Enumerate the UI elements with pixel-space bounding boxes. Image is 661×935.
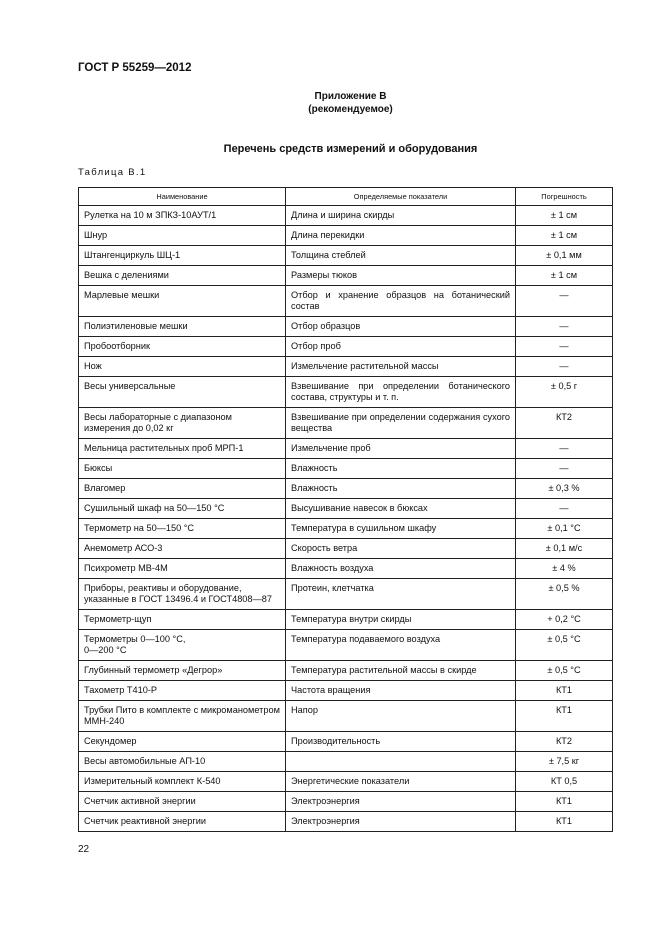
cell-error: —: [516, 439, 613, 459]
cell-error: ± 0,5 °С: [516, 630, 613, 661]
appendix-subtitle: (рекомендуемое): [308, 104, 393, 115]
table-row: [79, 499, 613, 519]
cell-error: ± 0,3 %: [516, 479, 613, 499]
table-row: [79, 579, 613, 610]
cell-name: Анемометр АСО-3: [79, 539, 286, 559]
cell-indicators: Взвешивание при определении ботанического состава, структуры и т. п.: [286, 377, 516, 408]
table-row: [79, 701, 613, 732]
cell-indicators: Протеин, клетчатка: [286, 579, 516, 610]
cell-indicators: Высушивание навесок в бюксах: [286, 499, 516, 519]
cell-indicators: Температура внутри скирды: [286, 610, 516, 630]
cell-name: Вешка с делениями: [79, 266, 286, 286]
cell-indicators: Длина перекидки: [286, 226, 516, 246]
table-row: [79, 439, 613, 459]
table-row: [79, 266, 613, 286]
cell-name: Термометр на 50—150 °С: [79, 519, 286, 539]
cell-indicators: Электроэнергия: [286, 792, 516, 812]
cell-error: ± 0,5 °С: [516, 661, 613, 681]
table-row: [79, 752, 613, 772]
cell-indicators: Скорость ветра: [286, 539, 516, 559]
standard-code: ГОСТ Р 55259—2012: [78, 62, 192, 74]
cell-error: КТ 0,5: [516, 772, 613, 792]
cell-indicators: Влажность воздуха: [286, 559, 516, 579]
table-row: [79, 519, 613, 539]
equipment-table: [78, 187, 613, 832]
cell-error: ± 4 %: [516, 559, 613, 579]
cell-error: ± 0,5 г: [516, 377, 613, 408]
table-row: [79, 246, 613, 266]
table-row: [79, 812, 613, 832]
cell-indicators: Напор: [286, 701, 516, 732]
cell-name: Мельница растительных проб МРП-1: [79, 439, 286, 459]
document-title: Перечень средств измерений и оборудования: [223, 143, 478, 155]
cell-indicators: Толщина стеблей: [286, 246, 516, 266]
table-row: [79, 226, 613, 246]
cell-name: Приборы, реактивы и оборудование, указанные в ГОСТ 13496.4 и ГОСТ4808—87: [79, 579, 286, 610]
appendix-title: Приложение В: [314, 91, 387, 102]
table-row: [79, 681, 613, 701]
cell-indicators: Взвешивание при определении содержания сухого вещества: [286, 408, 516, 439]
cell-name: Трубки Пито в комплекте с микроманометром ММН-240: [79, 701, 286, 732]
cell-error: ± 1 см: [516, 226, 613, 246]
table-row: [79, 337, 613, 357]
cell-error: КТ1: [516, 812, 613, 832]
cell-error: ± 0,5 %: [516, 579, 613, 610]
table-body: [79, 206, 613, 832]
cell-indicators: Температура растительной массы в скирде: [286, 661, 516, 681]
cell-indicators: Влажность: [286, 479, 516, 499]
cell-name: Сушильный шкаф на 50—150 °С: [79, 499, 286, 519]
header-error: Погрешность: [516, 188, 613, 206]
cell-indicators: Отбор и хранение образцов на ботанический состав: [286, 286, 516, 317]
cell-name: Секундомер: [79, 732, 286, 752]
cell-error: —: [516, 317, 613, 337]
table-row: [79, 377, 613, 408]
cell-name: Марлевые мешки: [79, 286, 286, 317]
cell-name: Весы универсальные: [79, 377, 286, 408]
cell-error: —: [516, 499, 613, 519]
cell-error: КТ1: [516, 681, 613, 701]
table-row: [79, 792, 613, 812]
table-row: [79, 559, 613, 579]
cell-name: Глубинный термометр «Дегрор»: [79, 661, 286, 681]
table-row: [79, 610, 613, 630]
cell-error: —: [516, 459, 613, 479]
cell-name: Психрометр МВ-4М: [79, 559, 286, 579]
cell-indicators: Длина и ширина скирды: [286, 206, 516, 226]
header-indicators: Определяемые показатели: [286, 188, 516, 206]
page-number: 22: [78, 844, 90, 855]
table-caption: Таблица В.1: [78, 167, 147, 178]
cell-name: Измерительный комплект К-540: [79, 772, 286, 792]
cell-error: —: [516, 286, 613, 317]
table-row: [79, 357, 613, 377]
cell-error: ± 0,1 м/с: [516, 539, 613, 559]
table-row: [79, 539, 613, 559]
cell-name: Счетчик активной энергии: [79, 792, 286, 812]
table-row: [79, 206, 613, 226]
table-row: [79, 459, 613, 479]
cell-indicators: Электроэнергия: [286, 812, 516, 832]
cell-name: Полиэтиленовые мешки: [79, 317, 286, 337]
table-row: [79, 317, 613, 337]
table-row: [79, 408, 613, 439]
table-row: [79, 286, 613, 317]
cell-indicators: Энергетические показатели: [286, 772, 516, 792]
cell-name: Влагомер: [79, 479, 286, 499]
cell-indicators: Измельчение проб: [286, 439, 516, 459]
cell-name: Бюксы: [79, 459, 286, 479]
table-row: [79, 732, 613, 752]
table-row: [79, 661, 613, 681]
cell-indicators: Отбор образцов: [286, 317, 516, 337]
cell-indicators: Производительность: [286, 732, 516, 752]
cell-indicators: Температура подаваемого воздуха: [286, 630, 516, 661]
cell-name: Термометр-щуп: [79, 610, 286, 630]
cell-indicators: Частота вращения: [286, 681, 516, 701]
cell-name: Рулетка на 10 м ЗПКЗ-10АУТ/1: [79, 206, 286, 226]
cell-error: ± 0,1 мм: [516, 246, 613, 266]
cell-indicators: [286, 752, 516, 772]
cell-error: ± 1 см: [516, 266, 613, 286]
cell-indicators: Отбор проб: [286, 337, 516, 357]
cell-indicators: Влажность: [286, 459, 516, 479]
cell-name: Пробоотборник: [79, 337, 286, 357]
cell-error: ± 1 см: [516, 206, 613, 226]
cell-name: Шнур: [79, 226, 286, 246]
cell-error: КТ1: [516, 701, 613, 732]
cell-name: Штангенциркуль ШЦ-1: [79, 246, 286, 266]
table-header-row: [79, 188, 613, 206]
cell-error: —: [516, 357, 613, 377]
cell-name: Счетчик реактивной энергии: [79, 812, 286, 832]
cell-name: Термометры 0—100 °С, 0—200 °С: [79, 630, 286, 661]
cell-error: —: [516, 337, 613, 357]
cell-indicators: Температура в сушильном шкафу: [286, 519, 516, 539]
table-row: [79, 630, 613, 661]
table-row: [79, 479, 613, 499]
cell-error: ± 7,5 кг: [516, 752, 613, 772]
cell-name: Весы лабораторные с диапазоном измерения до 0,02 кг: [79, 408, 286, 439]
cell-indicators: Размеры тюков: [286, 266, 516, 286]
cell-error: + 0,2 °С: [516, 610, 613, 630]
cell-indicators: Измельчение растительной массы: [286, 357, 516, 377]
cell-error: КТ2: [516, 408, 613, 439]
header-name: Наименование: [79, 188, 286, 206]
cell-error: КТ2: [516, 732, 613, 752]
cell-name: Весы автомобильные АП-10: [79, 752, 286, 772]
cell-name: Тахометр Т410-Р: [79, 681, 286, 701]
cell-error: КТ1: [516, 792, 613, 812]
table-row: [79, 772, 613, 792]
cell-error: ± 0,1 °С: [516, 519, 613, 539]
cell-name: Нож: [79, 357, 286, 377]
